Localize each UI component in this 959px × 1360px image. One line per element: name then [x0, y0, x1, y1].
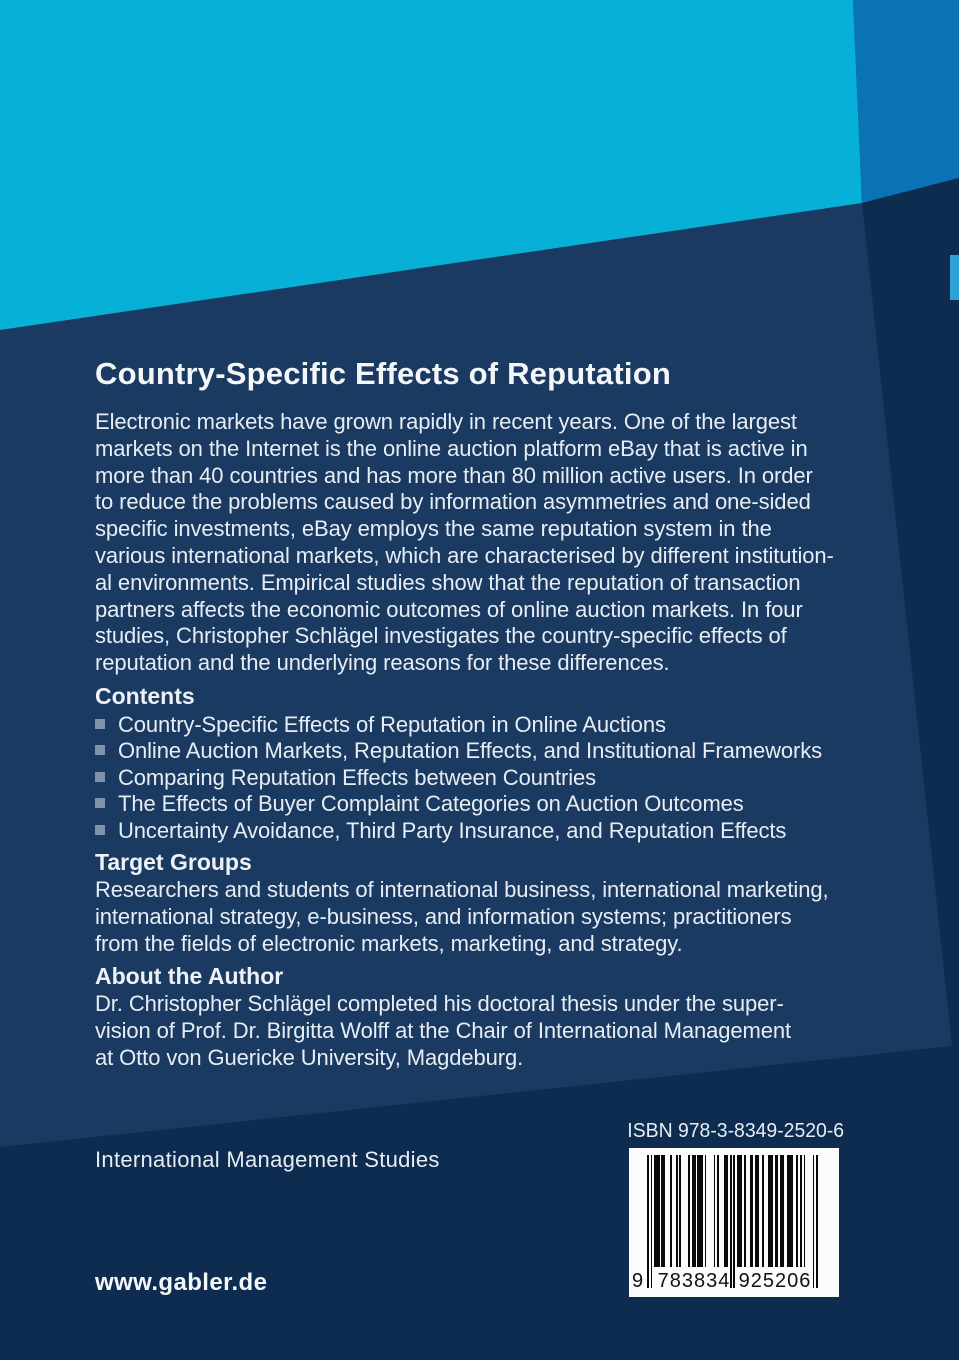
website-url: www.gabler.de — [95, 1269, 268, 1296]
contents-item-label: The Effects of Buyer Complaint Categories on Auction Outcomes — [118, 791, 744, 817]
target-groups-text — [95, 876, 829, 957]
about-author-line: at Otto von Guericke University, Magdeburg. — [95, 1045, 524, 1070]
contents-heading: Contents — [95, 683, 195, 709]
barcode-digit-group: 925206 — [738, 1270, 812, 1292]
barcode — [629, 1148, 839, 1297]
description-line: studies, Christopher Schlägel investigates the country-specific effects of — [95, 623, 787, 649]
contents-item — [95, 765, 822, 791]
barcode-digit-group: 783834 — [657, 1270, 731, 1292]
description-line: partners affects the economic outcomes of online auction markets. In four — [95, 596, 803, 622]
barcode-digit-group: 9 — [632, 1270, 645, 1292]
target-groups-line: Researchers and students of international business, international marketing, — [95, 877, 829, 902]
square-bullet-icon — [95, 772, 105, 782]
square-bullet-icon — [95, 745, 105, 755]
square-bullet-icon — [95, 825, 105, 835]
isbn-label: ISBN 978-3-8349-2520-6 — [627, 1120, 845, 1142]
contents-item — [95, 791, 822, 817]
description-line: specific investments, eBay employs the same reputation system in the — [95, 516, 772, 542]
series-title: International Management Studies — [95, 1147, 440, 1172]
about-author-line: Dr. Christopher Schlägel completed his doctoral thesis under the super- — [95, 991, 784, 1016]
book-description — [95, 409, 834, 677]
book-title: Country-Specific Effects of Reputation — [95, 356, 671, 391]
description-line: to reduce the problems caused by information asymmetries and one-sided — [95, 489, 811, 515]
description-line: reputation and the underlying reasons for these differences. — [95, 650, 670, 676]
contents-item-label: Uncertainty Avoidance, Third Party Insurance, and Reputation Effects — [118, 817, 787, 843]
contents-item-label: Online Auction Markets, Reputation Effects, and Institutional Frameworks — [118, 738, 823, 764]
contents-item — [95, 738, 822, 764]
target-groups-heading: Target Groups — [95, 849, 252, 875]
description-line: al environments. Empirical studies show that the reputation of transaction — [95, 569, 801, 595]
description-line: various international markets, which are characterised by different institution- — [95, 542, 834, 568]
about-author-text — [95, 990, 791, 1071]
target-groups-line: from the fields of electronic markets, marketing, and strategy. — [95, 931, 683, 956]
description-line: markets on the Internet is the online auction platform eBay that is active in — [95, 435, 808, 461]
description-line: Electronic markets have grown rapidly in recent years. One of the largest — [95, 409, 797, 434]
square-bullet-icon — [95, 719, 105, 729]
contents-list — [95, 712, 822, 844]
about-author-line: vision of Prof. Dr. Birgitta Wolff at the Chair of International Management — [95, 1018, 792, 1043]
contents-item — [95, 712, 822, 738]
contents-item-label: Country-Specific Effects of Reputation in Online Auctions — [118, 712, 666, 737]
target-groups-line: international strategy, e-business, and information systems; practitioners — [95, 904, 792, 929]
contents-item-label: Comparing Reputation Effects between Countries — [118, 764, 597, 790]
contents-item — [95, 818, 822, 844]
description-line: more than 40 countries and has more than 80 million active users. In order — [95, 462, 813, 488]
square-bullet-icon — [95, 798, 105, 808]
about-author-heading: About the Author — [95, 963, 284, 989]
